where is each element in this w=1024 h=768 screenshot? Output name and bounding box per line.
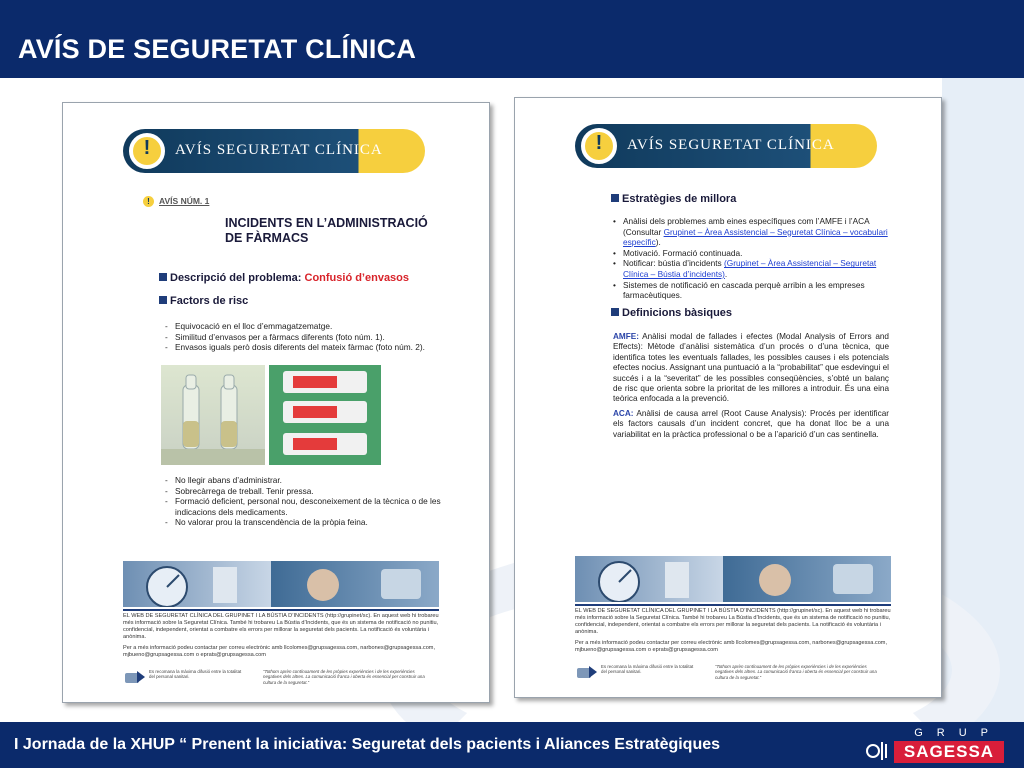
footer-web-info: EL WEB DE SEGURETAT CLÍNICA DEL GRUPINET I LA BÚSTIA D’INCIDENTS (http://grupinet/sc). En aquest web hi trobareu més informació sobre la Seguretat Clínica. També hi trobareu La Bústia d’Incidents, que és un sistema de notificació no punitiu, confidencial, independent, orientat a combatre els errors per millorar la seguretat dels pacients. La notificació és voluntària i anònima.	[123, 613, 439, 640]
footer-contact: Per a més informació podeu contactar per correu electrònic amb llcolomes@grupsagessa.com, narbones@grupsagessa.com, mjbueno@grupsagessa.com o eprats@grupsagessa.com	[123, 645, 436, 658]
sagessa-logo-icon	[862, 740, 888, 762]
avis-number: ! AVÍS NÚM. 1	[143, 196, 209, 207]
strategies-list	[611, 216, 891, 301]
hand-pointer-icon	[125, 669, 145, 685]
warning-icon: !	[129, 133, 165, 169]
document-page-1[interactable]	[62, 102, 490, 703]
footer-note-1: Es recomana la màxima difusió entre la totalitat del personal sanitari.	[149, 669, 242, 680]
hand-pointer-icon	[577, 664, 597, 680]
document-title: INCIDENTS EN L’ADMINISTRACIÓ DE FÀRMACS	[225, 216, 428, 245]
header-bar	[0, 0, 1024, 78]
logo-grup: GRUP	[914, 727, 1002, 739]
footer-note-1: Es recomana la màxima difusió entre la totalitat del personal sanitari.	[601, 664, 694, 675]
list-item: - Envasos iguals però dosis diferents del mateix fàrmac (foto núm. 2).	[163, 342, 463, 353]
section-definitions: Definicions bàsiques	[611, 307, 732, 319]
footer-image-child	[271, 561, 439, 607]
footer-bar	[0, 722, 1024, 768]
list-item: - No llegir abans d’administrar.	[163, 475, 443, 486]
risk-list	[163, 321, 463, 353]
footer-image-gauge	[575, 556, 723, 602]
link-bustia[interactable]: (Grupinet – Àrea Assistencial – Seguretat Clínica – Bústia d’incidents)	[623, 258, 877, 279]
definition-aca: ACA: Anàlisi de causa arrel (Root Cause Analysis): Procés per identificar els factors causals d’un incident concret, que ha donat lloc be a una variabilitat en la pràctica professional o be a l’aparició d’un cas sentinella.	[613, 409, 889, 439]
list-item: • Motivació. Formació continuada.	[611, 248, 891, 259]
page-title: AVÍS DE SEGURETAT CLÍNICA	[18, 34, 417, 64]
section-risk-factors: Factors de risc	[159, 295, 248, 307]
banner-text: AVÍS SEGURETAT CLÍNICA	[175, 142, 383, 158]
photo-boxes	[269, 365, 381, 465]
list-item: • Anàlisi dels problemes amb eines específiques com l’AMFE i l’ACA (Consultar Grupinet – Àrea Assistencial – Seguretat Clínica – vocabulari específic).	[611, 216, 891, 248]
ampoules-image	[161, 365, 265, 465]
footer-caption: I Jornada de la XHUP “ Prenent la iniciativa: Seguretat dels pacients i Aliances Estratègiques	[14, 736, 721, 753]
list-item: - No valorar prou la transcendència de la pròpia feina.	[163, 517, 443, 528]
footer-image-child	[723, 556, 891, 602]
photo-ampoules	[161, 365, 265, 465]
banner-text: AVÍS SEGURETAT CLÍNICA	[627, 137, 835, 153]
logo-sagessa: SAGESSA	[894, 741, 1004, 763]
warning-icon: !	[581, 128, 617, 164]
footer-rule	[123, 609, 439, 611]
alert-banner	[123, 129, 425, 173]
alert-banner	[575, 124, 877, 168]
definition-amfe: AMFE: Anàlisi modal de fallades i efectes (Modal Analysis of Errors and Effects): Mètode d’anàlisi sistemàtica d’un procés o d’una tècnica, que identifica totes les eventuals fallades, les possibles causes i els potencials efectes nocius. Assignant una puntuació a la “probabilitat” que esdevingui el succés i a la “severitat” de les possibles conseqüències, s’obté un balanç de risc que orienta sobre la prioritat de les millores a introduir. És una eina teòrica enfocada a la prevenció.	[613, 332, 889, 404]
warning-small-icon: !	[143, 196, 154, 207]
footer-note-2: “Tothom aprèn contínuament de les pròpies experiències i de les experiències negatives dels altres. La comunicació franca i oberta és essencial per construir una cultura de la seguretat.”	[263, 669, 425, 685]
list-item: • Notificar: bústia d’incidents (Grupinet – Àrea Assistencial – Seguretat Clínica – Bústia d’incidents).	[611, 258, 891, 279]
footer-rule	[575, 604, 891, 606]
section-strategies: Estratègies de millora	[611, 193, 736, 205]
list-item: - Equivocació en el lloc d’emmagatzematge.	[163, 321, 463, 332]
footer-web-info: EL WEB DE SEGURETAT CLÍNICA DEL GRUPINET I LA BÚSTIA D’INCIDENTS (http://grupinet/sc). En aquest web hi trobareu més informació sobre la Seguretat Clínica. També hi trobareu La Bústia d’Incidents, que és un sistema de notificació no punitiu, confidencial, independent, orientat a combatre els errors per millorar la seguretat dels pacients. La notificació és voluntària i anònima.	[575, 608, 891, 635]
list-item: - Similitud d’envasos per a fàrmacs diferents (foto núm. 1).	[163, 332, 463, 343]
footer-contact: Per a més informació podeu contactar per correu electrònic amb llcolomes@grupsagessa.com, narbones@grupsagessa.com, mjbueno@grupsagessa.com o eprats@grupsagessa.com	[575, 640, 888, 653]
footer-image-gauge	[123, 561, 271, 607]
link-vocabulari[interactable]: Grupinet – Àrea Assistencial – Seguretat Clínica – vocabulari específic	[623, 226, 888, 248]
boxes-image	[269, 365, 381, 465]
document-page-2[interactable]	[514, 97, 942, 698]
section-problem: Descripció del problema: Confusió d’envasos	[159, 272, 409, 284]
risk-list-2	[163, 475, 443, 528]
list-item: • Sistemes de notificació en cascada perquè arribin a les empreses farmacèutiques.	[611, 280, 891, 301]
list-item: - Formació deficient, personal nou, desconeixement de la tècnica o de les indicacions dels medicaments.	[163, 496, 443, 517]
list-item: - Sobrecàrrega de treball. Tenir pressa.	[163, 486, 443, 497]
footer-note-2: “Tothom aprèn contínuament de les pròpies experiències i de les experiències negatives dels altres. La comunicació franca i oberta és essencial per construir una cultura de la seguretat.”	[715, 664, 877, 680]
